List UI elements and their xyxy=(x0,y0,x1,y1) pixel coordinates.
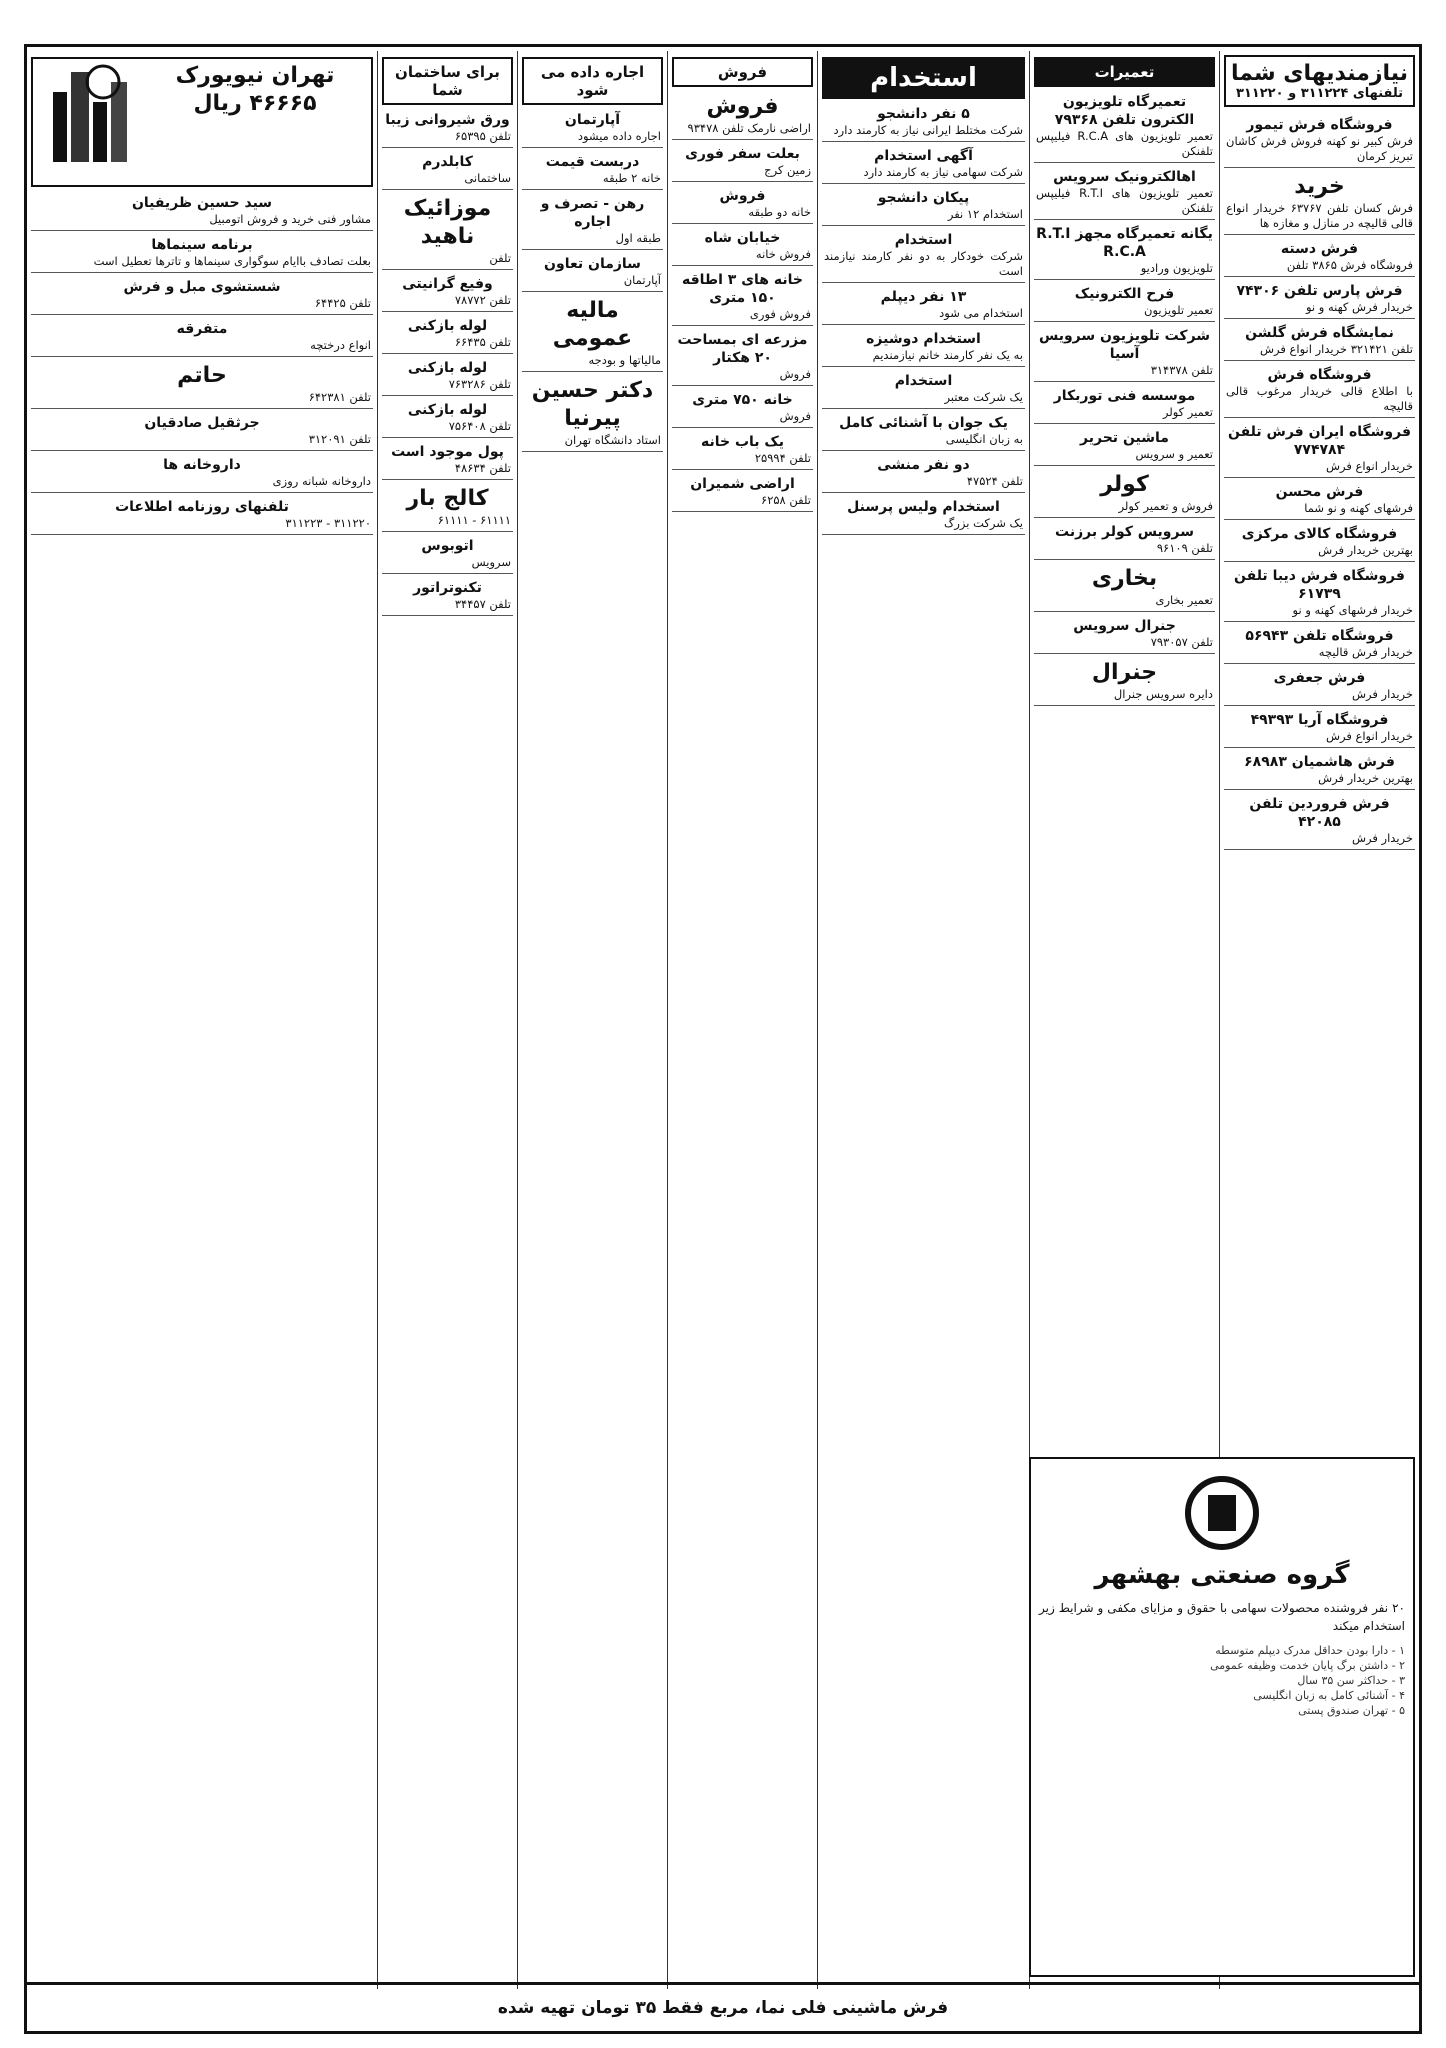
classified-ad xyxy=(1224,170,1415,235)
ad-title: استخدام xyxy=(894,373,953,389)
ad-title: خیابان شاه xyxy=(704,230,781,246)
ad-body: شرکت سهامی نیاز به کارمند دارد xyxy=(863,165,1023,179)
ad-title: پول موجود است xyxy=(391,444,504,460)
behshahr-body: ۲۰ نفر فروشنده محصولات سهامی با حقوق و مزایای مکفی و شرایط زیر استخدام میکند xyxy=(1039,1601,1405,1633)
ad-body: طبقه اول xyxy=(615,231,661,245)
ad-body: مشاور فنی خرید و فروش اتومبیل xyxy=(209,212,371,226)
classified-ad xyxy=(382,482,513,532)
ad-title: تعمیرگاه تلویزیون الکترون تلفن ۷۹۳۶۸ xyxy=(1054,94,1195,128)
airline-city: تهران نیویورک xyxy=(175,63,335,88)
ad-title: کالج بار xyxy=(406,486,489,511)
ad-title: مزرعه ای بمساحت ۲۰ هکتار xyxy=(677,332,808,366)
classified-ad xyxy=(522,374,663,452)
classified-ad xyxy=(822,102,1025,142)
ad-body: تلفن ۶۴۴۲۵ xyxy=(314,296,371,310)
ad-title: شرکت تلویزیون سرویس آسیا xyxy=(1038,328,1211,362)
ad-title: استخدام ولیس پرسنل xyxy=(847,499,1000,515)
ad-title: فرش پارس تلفن ۷۴۳۰۶ xyxy=(1236,283,1403,299)
ad-title: بخاری xyxy=(1091,566,1158,591)
ad-body: تلفن ۳۱۲۰۹۱ xyxy=(308,432,371,446)
classified-ad xyxy=(1224,237,1415,277)
ad-body: فروش و تعمیر کولر xyxy=(1118,499,1213,513)
ad-title: ۵ نفر دانشجو xyxy=(877,106,970,122)
classified-ad xyxy=(672,328,813,386)
category-header-sale: فروش xyxy=(672,57,813,87)
ad-body: فروشگاه فرش ۳۸۶۵ تلفن xyxy=(1286,258,1413,272)
ad-body: تلفن ۳۲۱۴۲۱ خریدار انواع فرش xyxy=(1260,342,1413,356)
ad-body: تعمیر بخاری xyxy=(1155,593,1213,607)
ad-title: پیکان دانشجو xyxy=(877,190,970,206)
ad-title: تکنوتراتور xyxy=(413,580,482,596)
ad-title: لوله بازکنی xyxy=(407,318,488,334)
ad-body: تلفن ۴۷۵۲۴ xyxy=(966,474,1023,488)
classified-ad xyxy=(1224,420,1415,478)
classified-ad xyxy=(382,356,513,396)
section-title: نیازمندیهای شما xyxy=(1231,61,1408,86)
ad-title: لوله بازکنی xyxy=(407,402,488,418)
ad-body: تلفن ۳۱۴۳۷۸ xyxy=(1150,363,1213,377)
ad-body: زمین کرج xyxy=(764,163,811,177)
ad-title: شستشوی مبل و فرش xyxy=(123,279,281,295)
ad-body: اراضی نارمک تلفن ۹۳۴۷۸ xyxy=(687,121,811,135)
ad-body: سرویس xyxy=(471,555,511,569)
ad-body: ۳۱۱۲۲۰ - ۳۱۱۲۲۳ xyxy=(285,516,371,530)
ad-body: بعلت تصادف باایام سوگواری سینماها و تاترها تعطیل است xyxy=(93,254,371,268)
classified-ad xyxy=(1224,480,1415,520)
ad-title: خانه ۷۵۰ متری xyxy=(692,392,793,408)
classified-ad xyxy=(822,495,1025,535)
ad-body: ۶۱۱۱۱ - ۶۱۱۱۱ xyxy=(437,513,511,527)
classified-ad xyxy=(1034,384,1215,424)
ad-title: فرش دسته xyxy=(1280,241,1359,257)
classified-ad xyxy=(1224,113,1415,168)
ad-body: ساختمانی xyxy=(464,171,511,185)
classified-ad xyxy=(822,228,1025,283)
classified-ad xyxy=(1034,614,1215,654)
ad-body: تلفن ۷۸۷۷۲ xyxy=(454,293,511,307)
classified-ad xyxy=(522,192,663,250)
ad-body: بهترین خریدار فرش xyxy=(1318,543,1413,557)
classified-ad xyxy=(1224,624,1415,664)
classified-ad xyxy=(822,285,1025,325)
ad-body: تعمیر کولر xyxy=(1162,405,1213,419)
ad-body: تلفن xyxy=(489,251,511,265)
ad-body: تلفن ۳۴۴۵۷ xyxy=(454,597,511,611)
classified-ad xyxy=(822,144,1025,184)
ad-body: تلفن ۷۵۶۴۰۸ xyxy=(448,419,511,433)
classified-ad xyxy=(522,252,663,292)
ad-body: شرکت مختلط ایرانی نیاز به کارمند دارد xyxy=(833,123,1023,137)
classified-ad xyxy=(31,495,373,535)
ad-title: لوله بازکنی xyxy=(407,360,488,376)
classified-ad xyxy=(672,184,813,224)
ad-body: داروخانه شبانه روزی xyxy=(272,474,371,488)
ad-title: فروشگاه فرش دیبا تلفن ۶۱۷۳۹ xyxy=(1234,568,1405,602)
ad-title: برنامه سینماها xyxy=(151,237,253,253)
classified-ad xyxy=(1224,279,1415,319)
ad-title: فروشگاه کالای مرکزی xyxy=(1241,526,1398,542)
classified-ad xyxy=(31,191,373,231)
classified-ad xyxy=(522,294,663,372)
ad-body: تلفن ۶۴۲۳۸۱ xyxy=(308,390,371,404)
airline-price: ۴۶۶۶۵ ریال xyxy=(193,91,317,116)
section-header xyxy=(1224,55,1415,107)
classified-ad xyxy=(31,411,373,451)
classified-ad xyxy=(382,440,513,480)
ad-body: فرش کسان تلفن ۶۳۷۶۷ خریدار انواع قالی قالیچه در منازل و مغازه ها xyxy=(1226,201,1413,230)
newspaper-page xyxy=(24,44,1422,2034)
classified-ad xyxy=(822,186,1025,226)
classified-ad xyxy=(31,317,373,357)
ad-title: متفرقه xyxy=(176,321,228,337)
ad-title: کولر xyxy=(1100,472,1149,497)
classified-ad xyxy=(1034,520,1215,560)
ad-title: دکتر حسین پیرنیا xyxy=(531,378,654,431)
ad-title: تلفنهای روزنامه اطلاعات xyxy=(115,499,289,515)
classified-ad xyxy=(1224,666,1415,706)
ad-body: فروش xyxy=(779,367,811,381)
ad-title: یک باب خانه xyxy=(700,434,784,450)
ad-body: تلفن ۶۲۵۸ xyxy=(761,493,811,507)
classified-ad xyxy=(822,369,1025,409)
ad-body: استخدام ۱۲ نفر xyxy=(947,207,1023,221)
ad-body: دایره سرویس جنرال xyxy=(1113,687,1213,701)
ad-body: خریدار انواع فرش xyxy=(1325,459,1413,473)
classified-ad xyxy=(382,150,513,190)
ad-body: فروش خانه xyxy=(755,247,811,261)
category-header-rent: اجاره داده می شود xyxy=(522,57,663,105)
ad-title: ۱۳ نفر دیپلم xyxy=(880,289,967,305)
classified-ad xyxy=(822,411,1025,451)
col-sale xyxy=(667,51,817,1989)
ad-title: وفیع گرانیتی xyxy=(402,276,493,292)
ad-body: تلفن ۹۶۱۰۹ xyxy=(1156,541,1213,555)
ad-title: ورق شیروانی زیبا xyxy=(385,112,510,128)
classified-ad xyxy=(382,398,513,438)
col-rent xyxy=(517,51,667,1989)
category-header-building: برای ساختمان شما xyxy=(382,57,513,105)
ad-title: سرویس کولر برزنت xyxy=(1055,524,1194,540)
classified-ad xyxy=(672,90,813,140)
ad-body: تلفن ۷۶۳۲۸۶ xyxy=(448,377,511,391)
col-building xyxy=(377,51,517,1989)
ad-title: فرح الکترونیک xyxy=(1074,286,1175,302)
footer-banner: فرش ماشینی فلی نما، مربع فقط ۳۵ تومان تهیه شده xyxy=(27,1982,1419,2031)
ad-title: فرش محسن xyxy=(1275,484,1364,500)
behshahr-logo-icon xyxy=(1182,1473,1262,1553)
ad-title: آگهی استخدام xyxy=(874,148,973,164)
classified-ad xyxy=(1034,562,1215,612)
ad-body: خریدار فرش xyxy=(1352,831,1413,845)
ad-title: نمایشگاه فرش گلشن xyxy=(1245,325,1394,341)
ad-body: یک شرکت بزرگ xyxy=(944,516,1023,530)
col-misc xyxy=(27,51,377,1989)
ad-title: داروخانه ها xyxy=(163,457,241,473)
ad-title: بعلت سفر فوری xyxy=(685,146,800,162)
ad-body: خریدار فرش xyxy=(1352,687,1413,701)
ad-body: تلفن ۲۵۹۹۴ xyxy=(754,451,811,465)
ad-title: فروش xyxy=(706,94,779,119)
ad-title: جنرال سرویس xyxy=(1073,618,1176,634)
ad-body: خانه دو طبقه xyxy=(748,205,811,219)
ad-body: تلفن ۴۸۶۳۴ xyxy=(454,461,511,475)
classified-ad xyxy=(1224,708,1415,748)
classified-ad xyxy=(1034,165,1215,220)
classified-ad xyxy=(31,359,373,409)
ad-title: اهالکترونیک سرویس xyxy=(1053,169,1196,185)
classified-ad xyxy=(1224,792,1415,850)
ad-title: فروشگاه فرش xyxy=(1267,367,1372,383)
classified-ad xyxy=(382,192,513,270)
ad-body: به یک نفر کارمند خانم نیازمندیم xyxy=(872,348,1023,362)
ad-body: خانه ۲ طبقه xyxy=(602,171,661,185)
col-jobs xyxy=(817,51,1029,1989)
classified-ad xyxy=(1224,363,1415,418)
ad-body: استاد دانشگاه تهران xyxy=(564,433,661,447)
ad-body: فروش xyxy=(779,409,811,423)
ad-title: سید حسین ظریفیان xyxy=(131,195,273,211)
ad-title: کابلدرم xyxy=(422,154,473,170)
ad-body: تعمیر تلویزیون xyxy=(1144,303,1213,317)
ad-title: اتوبوس xyxy=(421,538,474,554)
ad-title: دو نفر منشی xyxy=(877,457,970,473)
classified-ad xyxy=(672,388,813,428)
category-header-jobs: استخدام xyxy=(822,57,1025,99)
classified-ad xyxy=(1224,750,1415,790)
ad-title: موزائیک ناهید xyxy=(403,196,492,249)
classified-ad xyxy=(1034,656,1215,706)
ad-body: آپارتمان xyxy=(623,273,661,287)
ad-body: شرکت خودکار به دو نفر کارمند نیازمند است xyxy=(824,249,1023,278)
ad-body: خریدار فرش قالیچه xyxy=(1318,645,1413,659)
ad-title: خرید xyxy=(1294,174,1345,199)
ad-title: آپارتمان xyxy=(564,112,621,128)
classified-ad xyxy=(31,453,373,493)
ad-title: موسسه فنی توربکار xyxy=(1053,388,1196,404)
ad-body: مالیاتها و بودجه xyxy=(588,353,661,367)
classified-ad xyxy=(1034,324,1215,382)
ad-body: تلویزیون ورادیو xyxy=(1140,261,1213,275)
ad-body: تلفن ۶۵۳۹۵ xyxy=(454,129,511,143)
ad-body: تعمیر تلویزیون های R.C.A فیلیپس تلفنکن xyxy=(1036,129,1213,158)
ad-title: ماشین تحریر xyxy=(1080,430,1169,446)
ad-title: مالیه عمومی xyxy=(552,298,633,351)
ad-body: فرش کبیر نو کهنه فروش فرش کاشان تبریز کرمان xyxy=(1226,134,1413,163)
behshahr-ad xyxy=(1029,1457,1415,1977)
classified-ad xyxy=(382,272,513,312)
ad-title: فروشگاه فرش تیمور xyxy=(1246,117,1393,133)
classified-ad xyxy=(672,430,813,470)
ad-body: فروش فوری xyxy=(749,307,811,321)
ad-title: استخدام xyxy=(894,232,953,248)
classified-ad xyxy=(522,108,663,148)
ad-body: با اطلاع قالی خریدار مرغوب قالی قالیچه xyxy=(1226,384,1413,413)
ad-body: تعمیر تلویزیون های R.T.I فیلیپس تلفنکن xyxy=(1036,186,1213,215)
classified-ad xyxy=(382,314,513,354)
classified-ad xyxy=(1034,90,1215,163)
ad-body: یک شرکت معتبر xyxy=(944,390,1023,404)
classified-ad xyxy=(382,576,513,616)
ad-body: استخدام می شود xyxy=(939,306,1023,320)
ad-title: فروش xyxy=(719,188,766,204)
classified-ad xyxy=(672,472,813,512)
ad-body: تلفن ۶۶۴۳۵ xyxy=(454,335,511,349)
ad-body: خریدار انواع فرش xyxy=(1325,729,1413,743)
classified-ad xyxy=(1224,564,1415,622)
classified-ad xyxy=(1034,426,1215,466)
airline-ad xyxy=(31,57,373,187)
classified-ad xyxy=(31,233,373,273)
ad-body: خریدار فرش کهنه و نو xyxy=(1305,300,1413,314)
ad-body: تعمیر و سرویس xyxy=(1135,447,1213,461)
ad-title: فرش هاشمیان ۶۸۹۸۳ xyxy=(1244,754,1395,770)
ad-body: تلفن ۷۹۳۰۵۷ xyxy=(1150,635,1213,649)
classified-ad xyxy=(522,150,663,190)
ad-title: یک جوان با آشنائی کامل xyxy=(839,415,1008,431)
ad-title: استخدام دوشیزه xyxy=(866,331,981,347)
ad-title: دربست قیمت xyxy=(545,154,640,170)
ad-title: فروشگاه آریا ۴۹۳۹۳ xyxy=(1250,712,1389,728)
classified-ad xyxy=(1034,468,1215,518)
classified-ad xyxy=(672,142,813,182)
behshahr-title: گروه صنعتی بهشهر xyxy=(1094,1560,1350,1590)
ad-title: سازمان تعاون xyxy=(544,256,641,272)
ad-title: جنرال xyxy=(1091,660,1158,685)
ad-body: انواع درختچه xyxy=(310,338,371,352)
ad-body: به زبان انگلیسی xyxy=(945,432,1023,446)
ad-body: خریدار فرشهای کهنه و نو xyxy=(1292,603,1413,617)
classified-ad xyxy=(1224,321,1415,361)
classified-ad xyxy=(31,275,373,315)
section-phones: تلفنهای ۳۱۱۲۲۴ و ۳۱۱۲۲۰ xyxy=(1235,86,1404,101)
ad-title: یگانه تعمیرگاه مجهز R.T.I R.C.A xyxy=(1036,226,1213,260)
ad-body: اجاره داده میشود xyxy=(577,129,661,143)
ad-title: فروشگاه تلفن ۵۶۹۴۳ xyxy=(1245,628,1394,644)
skyline-icon xyxy=(43,62,133,162)
ad-title: اراضی شمیران xyxy=(690,476,795,492)
ad-title: رهن - تصرف و اجاره xyxy=(540,196,645,230)
ad-title: فرش جعفری xyxy=(1273,670,1366,686)
ad-body: بهترین خریدار فرش xyxy=(1318,771,1413,785)
classified-ad xyxy=(672,226,813,266)
ad-body: فرشهای کهنه و نو شما xyxy=(1304,501,1413,515)
behshahr-conditions: ۱ - دارا بودن حداقل مدرک دیپلم متوسطه ۲ - داشتن برگ پایان خدمت وظیفه عمومی ۳ - حداکثر سن ۳۵ سال ۴ - آشنائی کامل به زبان انگلیسی ۵ - تهران صندوق پستی xyxy=(1210,1644,1405,1717)
classified-ad xyxy=(1034,222,1215,280)
classified-ad xyxy=(672,268,813,326)
ad-title: خانه های ۳ اطاقه ۱۵۰ متری xyxy=(682,272,803,306)
classified-ad xyxy=(1034,282,1215,322)
ad-title: فروشگاه ایران فرش تلفن ۷۷۴۷۸۴ xyxy=(1228,424,1411,458)
classified-ad xyxy=(822,327,1025,367)
ad-title: حاتم xyxy=(177,363,227,388)
classified-ad xyxy=(1224,522,1415,562)
category-header-repairs: تعمیرات xyxy=(1034,57,1215,87)
classified-ad xyxy=(382,534,513,574)
ad-title: فرش فروردین تلفن ۴۲۰۸۵ xyxy=(1249,796,1390,830)
classified-ad xyxy=(382,108,513,148)
ad-title: جرثقیل صادقیان xyxy=(144,415,260,431)
classified-ad xyxy=(822,453,1025,493)
